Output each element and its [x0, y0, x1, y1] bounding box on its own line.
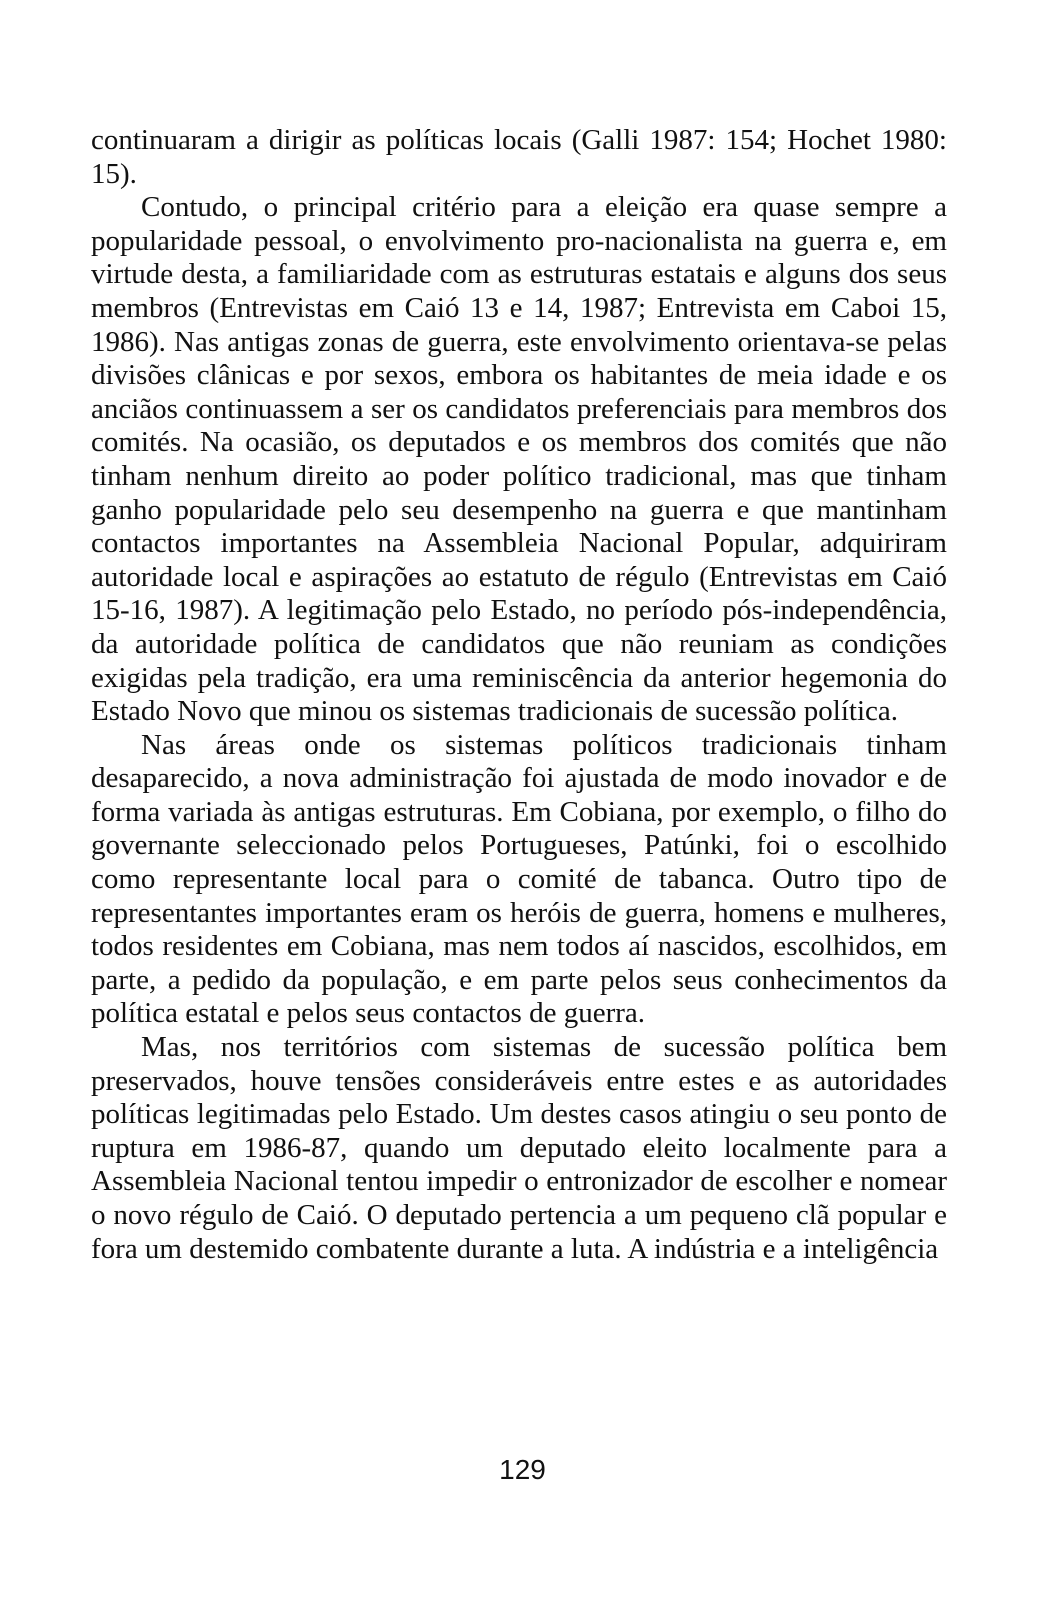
paragraph-continuation: continuaram a dirigir as políticas locais (Galli 1987: 154; Hochet 1980: 15). — [91, 124, 947, 190]
paragraph-cobiana-administration: Nas áreas onde os sistemas políticos tradicionais tinham desaparecido, a nova administração foi ajustada de modo inovador e de forma variada às antigas estruturas. Em Cobiana, por exemplo, o filho do governante seleccionado pelos Portugueses, Patúnki, foi o escolhido como representante local para o comité de tabanca. Outro tipo de representantes importantes eram os heróis de guerra, homens e mulheres, todos residentes em Cobiana, mas nem todos aí nascidos, escolhidos, em parte, a pedido da população, e em parte pelos seus conhecimentos da política estatal e pelos seus contactos de guerra. — [91, 728, 947, 1030]
body-text — [91, 124, 947, 1266]
page-number: 129 — [499, 1454, 546, 1485]
paragraph-popularity-criteria: Contudo, o principal critério para a eleição era quase sempre a popularidade pessoal, o envolvimento pro-nacionalista na guerra e, em virtude desta, a familiaridade com as estruturas estatais e alguns dos seus membros (Entrevistas em Caió 13 e 14, 1987; Entrevista em Caboi 15, 1986). Nas antigas zonas de guerra, este envolvimento orientava-se pelas divisões clânicas e por sexos, embora os habitantes de meia idade e os anciãos continuassem a ser os candidatos preferenciais para membros dos comités. Na ocasião, os deputados e os membros dos comités que não tinham nenhum direito ao poder político tradicional, mas que tinham ganho popularidade pelo seu desempenho na guerra e que mantinham contactos importantes na Assembleia Nacional Popular, adquiriram autoridade local e aspirações ao estatuto de régulo (Entrevistas em Caió 15-16, 1987). A legitimação pelo Estado, no período pós-independência, da autoridade política de candidatos que não reuniam as condições exigidas pela tradição, era uma reminiscência da anterior hegemonia do Estado Novo que minou os sistemas tradicionais de sucessão política. — [91, 191, 947, 728]
paragraph-succession-tensions: Mas, nos territórios com sistemas de sucessão política bem preservados, houve tensões consideráveis entre estes e as autoridades políticas legitimadas pelo Estado. Um destes casos atingiu o seu ponto de ruptura em 1986-87, quando um deputado eleito localmente para a Assembleia Nacional tentou impedir o entronizador de escolher e nomear o novo régulo de Caió. O deputado pertencia a um pequeno clã popular e fora um destemido combatente durante a luta. A indústria e a inteligência — [91, 1031, 947, 1265]
